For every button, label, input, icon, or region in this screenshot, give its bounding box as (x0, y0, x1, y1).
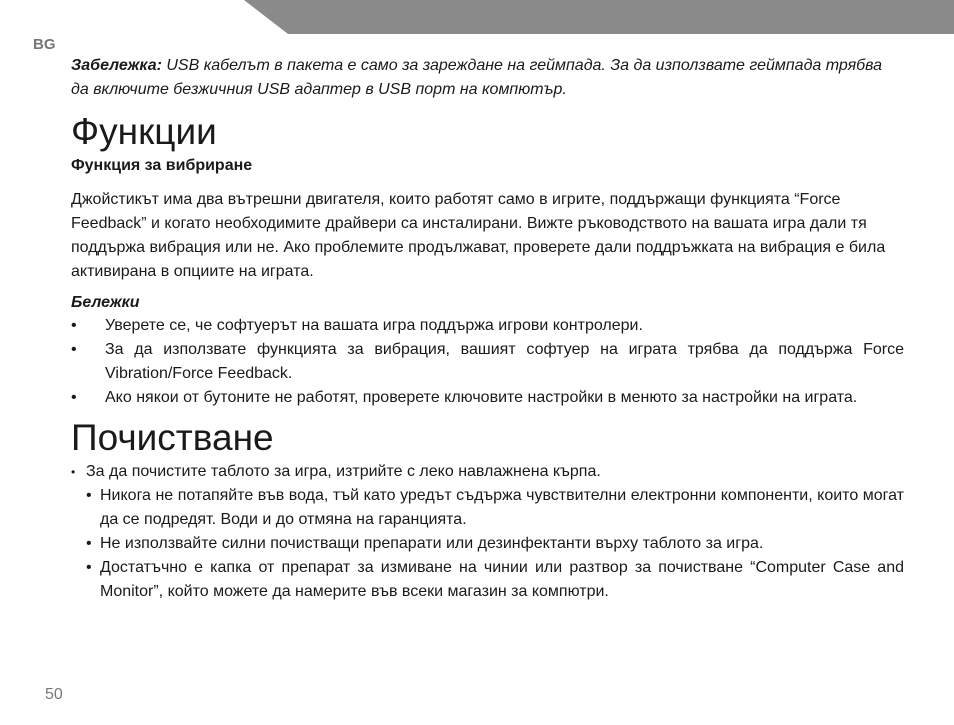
functions-heading: Функции (71, 111, 217, 152)
note-text: USB кабелът в пакета е само за зареждане на геймпада. За да използвате геймпада трябва да включите безжичния USB адаптер в USB порт на компютър. (71, 57, 883, 98)
notes-list (71, 314, 904, 410)
list-item: • За да използвате функцията за вибрация, вашият софтуер на играта трябва да поддържа Force Vibration/Force Feedback. (71, 338, 904, 386)
note-label: Забележка: (71, 57, 162, 74)
list-item: • Достатъчно е капка от препарат за измиване на чинии или разтвор за почистване “Computer Case and Monitor”, който можете да намерите във всеки магазин за компютри. (71, 556, 904, 604)
cleaning-heading: Почистване (71, 417, 274, 458)
usb-note (71, 54, 904, 102)
list-item: • Уверете се, че софтуерът на вашата игра поддържа игрови контролери. (71, 314, 904, 338)
vibration-subheading: Функция за вибриране (71, 157, 253, 174)
language-tag: BG (33, 36, 56, 53)
list-item: • Никога не потапяйте във вода, тъй като уредът съдържа чувствителни електронни компоненти, които могат да се подредят. Води и до отмяна на гаранцията. (71, 484, 904, 532)
page-number: 50 (45, 686, 63, 703)
notes-subheading: Бележки (71, 294, 140, 311)
list-item: • Ако някои от бутоните не работят, проверете ключовите настройки в менюто за настройки на играта. (71, 386, 904, 410)
cleaning-list (71, 460, 904, 604)
page-content (71, 54, 904, 604)
header-band (244, 0, 954, 34)
list-item: • Не използвайте силни почистващи препарати или дезинфектанти върху таблото за игра. (71, 532, 904, 556)
vibration-paragraph: Джойстикът има два вътрешни двигателя, които работят само в игрите, поддържащи функцията “Force Feedback” и когато необходимите драйвери са инсталирани. Вижте ръководството на вашата игра дали тя поддържа вибрация или не. Ако проблемите продължават, проверете дали поддръжката на вибрация е била активирана в опциите на играта. (71, 191, 886, 280)
cleaning-intro: • За да почистите таблото за игра, изтрийте с леко навлажнена кърпа. (71, 460, 904, 484)
